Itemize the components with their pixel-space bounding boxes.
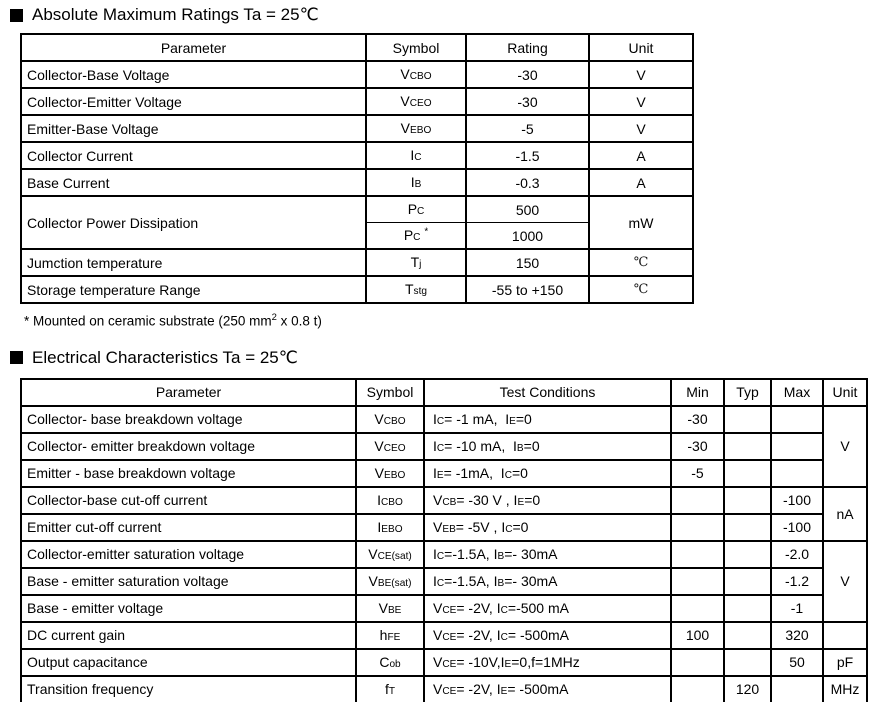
symbol-cell: PC *: [366, 223, 466, 250]
min-cell: [671, 568, 724, 595]
max-cell: -100: [771, 514, 823, 541]
conditions-cell: IC= -1 mA, IE=0: [424, 406, 671, 433]
col-header-typ: Typ: [724, 379, 771, 406]
max-cell: [771, 460, 823, 487]
rating-cell: -0.3: [466, 169, 589, 196]
typ-cell: [724, 595, 771, 622]
table-row: [21, 249, 693, 276]
rating-cell: -30: [466, 61, 589, 88]
typ-cell: 120: [724, 676, 771, 702]
abs-max-footnote: * Mounted on ceramic substrate (250 $mm^2$ x 0.8 t): [24, 312, 322, 329]
col-header-parameter: Parameter: [21, 34, 366, 61]
max-cell: 50: [771, 649, 823, 676]
symbol-cell: VCE(sat): [356, 541, 424, 568]
table-row: [21, 61, 693, 88]
rating-cell: 1000: [466, 223, 589, 250]
parameter-cell: Emitter-Base Voltage: [21, 115, 366, 142]
unit-cell: ℃: [589, 249, 693, 276]
parameter-cell: Base - emitter saturation voltage: [21, 568, 356, 595]
symbol-cell: PC: [366, 196, 466, 223]
min-cell: [671, 676, 724, 702]
min-cell: [671, 595, 724, 622]
conditions-cell: IC=-1.5A, IB=- 30mA: [424, 568, 671, 595]
table-row: [21, 568, 867, 595]
unit-cell: [823, 622, 867, 649]
parameter-cell: Collector-emitter saturation voltage: [21, 541, 356, 568]
min-cell: 100: [671, 622, 724, 649]
min-cell: [671, 514, 724, 541]
table-row: [21, 196, 693, 223]
parameter-cell: Transition frequency: [21, 676, 356, 702]
col-header-unit: Unit: [589, 34, 693, 61]
abs-max-table: [20, 33, 694, 304]
abs-max-header-row: [21, 34, 693, 61]
symbol-cell: VCEO: [366, 88, 466, 115]
parameter-cell: DC current gain: [21, 622, 356, 649]
min-cell: -5: [671, 460, 724, 487]
table-row: [21, 142, 693, 169]
rating-cell: -55 to +150: [466, 276, 589, 303]
symbol-cell: VCBO: [356, 406, 424, 433]
typ-cell: [724, 568, 771, 595]
unit-cell: V: [589, 115, 693, 142]
table-row: [21, 460, 867, 487]
parameter-cell: Jumction temperature: [21, 249, 366, 276]
unit-cell: MHz: [823, 676, 867, 702]
max-cell: [771, 406, 823, 433]
symbol-cell: Cob: [356, 649, 424, 676]
symbol-cell: IC: [366, 142, 466, 169]
col-header-min: Min: [671, 379, 724, 406]
symbol-cell: ICBO: [356, 487, 424, 514]
electrical-section-title: [10, 348, 879, 368]
parameter-cell: Storage temperature Range: [21, 276, 366, 303]
table-row: [21, 622, 867, 649]
min-cell: -30: [671, 433, 724, 460]
col-header-symbol: Symbol: [366, 34, 466, 61]
table-row: [21, 514, 867, 541]
unit-cell: V: [823, 541, 867, 622]
section-bullet-icon: [10, 9, 23, 22]
table-row: [21, 649, 867, 676]
typ-cell: [724, 649, 771, 676]
electrical-header-row: [21, 379, 867, 406]
col-header-rating: Rating: [466, 34, 589, 61]
unit-cell: ℃: [589, 276, 693, 303]
max-cell: -1.2: [771, 568, 823, 595]
symbol-cell: VEBO: [356, 460, 424, 487]
unit-cell: V: [589, 61, 693, 88]
table-row: [21, 406, 867, 433]
unit-cell: mW: [589, 196, 693, 249]
table-row: [21, 169, 693, 196]
abs-max-section-title: [10, 0, 879, 25]
conditions-cell: VEB= -5V , IC=0: [424, 514, 671, 541]
table-row: [21, 595, 867, 622]
rating-cell: -1.5: [466, 142, 589, 169]
unit-cell: pF: [823, 649, 867, 676]
conditions-cell: VCE= -2V, IE= -500mA: [424, 676, 671, 702]
max-cell: [771, 433, 823, 460]
symbol-cell: VBE: [356, 595, 424, 622]
unit-cell: A: [589, 169, 693, 196]
parameter-cell: Emitter cut-off current: [21, 514, 356, 541]
symbol-cell: IB: [366, 169, 466, 196]
conditions-cell: VCE= -2V, IC=-500 mA: [424, 595, 671, 622]
table-row: [21, 487, 867, 514]
col-header-test-conditions: Test Conditions: [424, 379, 671, 406]
conditions-cell: IC=-1.5A, IB=- 30mA: [424, 541, 671, 568]
electrical-title-text: Electrical Characteristics Ta = 25℃: [32, 347, 298, 367]
typ-cell: [724, 514, 771, 541]
unit-cell: V: [823, 406, 867, 487]
conditions-cell: IC= -10 mA, IB=0: [424, 433, 671, 460]
table-row: [21, 276, 693, 303]
min-cell: [671, 487, 724, 514]
parameter-cell: Collector Power Dissipation: [21, 196, 366, 249]
max-cell: -1: [771, 595, 823, 622]
symbol-cell: hFE: [356, 622, 424, 649]
parameter-cell: Collector- emitter breakdown voltage: [21, 433, 356, 460]
parameter-cell: Base - emitter voltage: [21, 595, 356, 622]
symbol-cell: fT: [356, 676, 424, 702]
typ-cell: [724, 433, 771, 460]
typ-cell: [724, 622, 771, 649]
unit-cell: nA: [823, 487, 867, 541]
symbol-cell: Tj: [366, 249, 466, 276]
conditions-cell: VCB= -30 V , IE=0: [424, 487, 671, 514]
max-cell: 320: [771, 622, 823, 649]
section-bullet-icon: [10, 351, 23, 364]
parameter-cell: Collector-Base Voltage: [21, 61, 366, 88]
min-cell: [671, 649, 724, 676]
col-header-parameter: Parameter: [21, 379, 356, 406]
parameter-cell: Output capacitance: [21, 649, 356, 676]
col-header-max: Max: [771, 379, 823, 406]
table-row: [21, 433, 867, 460]
rating-cell: 500: [466, 196, 589, 223]
typ-cell: [724, 541, 771, 568]
conditions-cell: IE= -1mA, IC=0: [424, 460, 671, 487]
min-cell: -30: [671, 406, 724, 433]
rating-cell: -30: [466, 88, 589, 115]
typ-cell: [724, 487, 771, 514]
table-row: [21, 88, 693, 115]
max-cell: -2.0: [771, 541, 823, 568]
parameter-cell: Base Current: [21, 169, 366, 196]
table-row: [21, 115, 693, 142]
abs-max-title-text: Absolute Maximum Ratings Ta = 25℃: [32, 5, 319, 24]
unit-cell: A: [589, 142, 693, 169]
conditions-cell: VCE= -2V, IC= -500mA: [424, 622, 671, 649]
max-cell: [771, 676, 823, 702]
electrical-table: [20, 378, 868, 702]
max-cell: -100: [771, 487, 823, 514]
unit-cell: V: [589, 88, 693, 115]
parameter-cell: Collector-base cut-off current: [21, 487, 356, 514]
table-row: [21, 541, 867, 568]
rating-cell: 150: [466, 249, 589, 276]
symbol-cell: VCBO: [366, 61, 466, 88]
parameter-cell: Collector- base breakdown voltage: [21, 406, 356, 433]
symbol-cell: VEBO: [366, 115, 466, 142]
col-header-unit: Unit: [823, 379, 867, 406]
conditions-cell: VCE= -10V,IE=0,f=1MHz: [424, 649, 671, 676]
parameter-cell: Emitter - base breakdown voltage: [21, 460, 356, 487]
symbol-cell: Tstg: [366, 276, 466, 303]
typ-cell: [724, 460, 771, 487]
parameter-cell: Collector-Emitter Voltage: [21, 88, 366, 115]
parameter-cell: Collector Current: [21, 142, 366, 169]
table-row: [21, 676, 867, 702]
symbol-cell: VBE(sat): [356, 568, 424, 595]
symbol-cell: VCEO: [356, 433, 424, 460]
rating-cell: -5: [466, 115, 589, 142]
typ-cell: [724, 406, 771, 433]
min-cell: [671, 541, 724, 568]
col-header-symbol: Symbol: [356, 379, 424, 406]
symbol-cell: IEBO: [356, 514, 424, 541]
